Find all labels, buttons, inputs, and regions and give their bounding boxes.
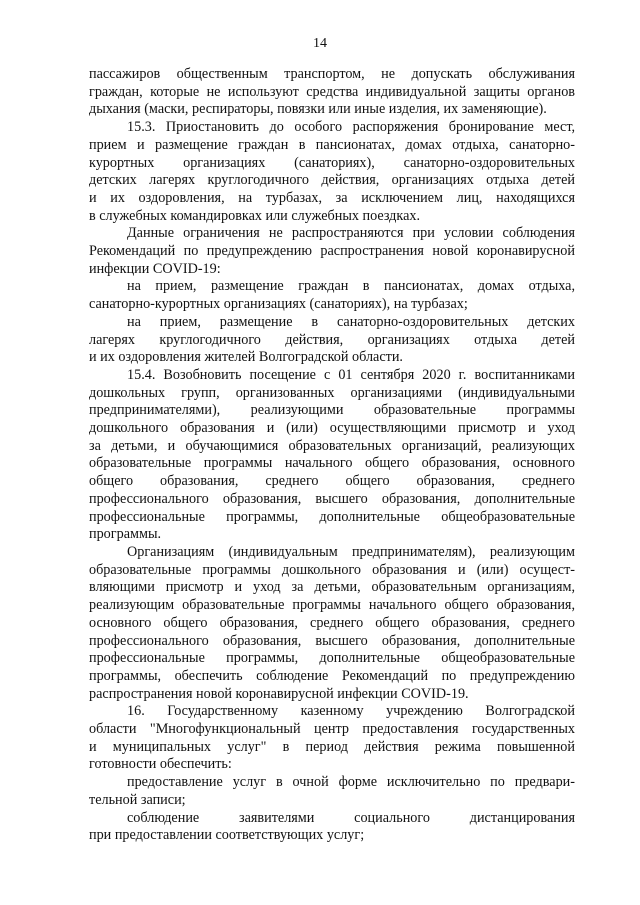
paragraph — [89, 367, 575, 544]
text-line: программы, обеспечить соблюдение Рекомендаций по предупреждению — [89, 667, 575, 684]
text-line: на прием, размещение в санаторно-оздоровительных детских — [127, 313, 575, 330]
paragraph — [89, 314, 575, 367]
text-line: граждан, которые не используют средства индивидуальной защиты органов — [89, 83, 575, 100]
text-line: распространения новой коронавирусной инфекции COVID-19. — [89, 685, 469, 702]
text-line: при предоставлении соответствующих услуг; — [89, 827, 365, 844]
text-line: общего образования, среднего общего образования, среднего — [89, 473, 575, 490]
text-line: области "Многофункциональный центр предоставления государственных — [89, 721, 575, 738]
text-line: детских лагерях круглогодичного действия, организациях отдыха детей — [89, 172, 575, 189]
text-line: дошкольного образования и (или) осуществляющими присмотр и уход — [89, 420, 575, 437]
text-line: инфекции COVID-19: — [89, 260, 221, 277]
text-line: 16. Государственному казенному учреждению Волгоградской — [127, 703, 575, 720]
text-line: профессиональные программы, дополнительные общеобразовательные — [89, 650, 575, 667]
paragraph — [89, 66, 575, 119]
text-line: образовательные программы дошкольного образования и (или) осущест- — [89, 561, 575, 578]
text-line: и их оздоровления жителей Волгоградской области. — [89, 349, 403, 366]
text-line: программы. — [89, 526, 162, 543]
text-line: тельной записи; — [89, 791, 186, 808]
text-line: реализующим образовательные программы начального общего образования, — [89, 597, 575, 614]
text-line: соблюдение заявителями социального дистанцирования — [127, 809, 575, 826]
text-line: Данные ограничения не распространяются при условии соблюдения — [127, 225, 575, 242]
paragraph — [89, 225, 575, 278]
page-number: 14 — [313, 36, 327, 51]
text-line: Организациям (индивидуальным предпринимателям), реализующим — [127, 543, 575, 560]
text-line: вляющими присмотр и уход за детьми, образовательным организациям, — [89, 579, 575, 596]
text-line: 15.4. Возобновить посещение с 01 сентября 2020 г. воспитанниками — [127, 366, 575, 383]
text-line: готовности обеспечить: — [89, 756, 232, 773]
paragraph — [89, 544, 575, 703]
paragraph — [89, 119, 575, 225]
text-line: прием и размещение граждан в пансионатах, домах отдыха, санаторно- — [89, 136, 575, 153]
document-body — [89, 66, 575, 845]
text-line: и муниципальных услуг" в период действия режима повышенной — [89, 738, 575, 755]
text-line: санаторно-курортных организациях (санаториях), на турбазах; — [89, 296, 468, 313]
text-line: профессионального образования, высшего образования, дополнительные — [89, 490, 575, 507]
text-line: предоставление услуг в очной форме исключительно по предвари- — [127, 774, 575, 791]
text-line: в служебных командировках или служебных поездках. — [89, 207, 421, 224]
text-line: предпринимателями), реализующими образовательные программы — [89, 402, 575, 419]
text-line: лагерях круглогодичного действия, организациях отдыха детей — [89, 331, 575, 348]
paragraph — [89, 810, 575, 845]
text-line: образовательные программы начального общего образования, основного — [89, 455, 575, 472]
text-line: основного общего образования, среднего общего образования, среднего — [89, 614, 575, 631]
text-line: 15.3. Приостановить до особого распоряжения бронирование мест, — [127, 119, 575, 136]
text-line: курортных организациях (санаториях), санаторно-оздоровительных — [89, 154, 575, 171]
text-line: Рекомендаций по предупреждению распространения новой коронавирусной — [89, 243, 575, 260]
text-line: профессионального образования, высшего образования, дополнительные — [89, 632, 575, 649]
text-line: и их оздоровления, на турбазах, за исключением лиц, находящихся — [89, 189, 575, 206]
paragraph — [89, 774, 575, 809]
text-line: дошкольных групп, организованных организациями (индивидуальными — [89, 384, 575, 401]
text-line: пассажиров общественным транспортом, не допускать обслуживания — [89, 66, 575, 82]
text-line: дыхания (маски, респираторы, повязки или иные изделия, их заменяющие). — [89, 101, 547, 118]
text-line: профессиональные программы, дополнительные общеобразовательные — [89, 508, 575, 525]
paragraph — [89, 703, 575, 774]
text-line: на прием, размещение граждан в пансионатах, домах отдыха, — [127, 278, 575, 295]
paragraph — [89, 278, 575, 313]
text-line: за детьми, и обучающимися образовательных организаций, реализующих — [89, 437, 575, 454]
